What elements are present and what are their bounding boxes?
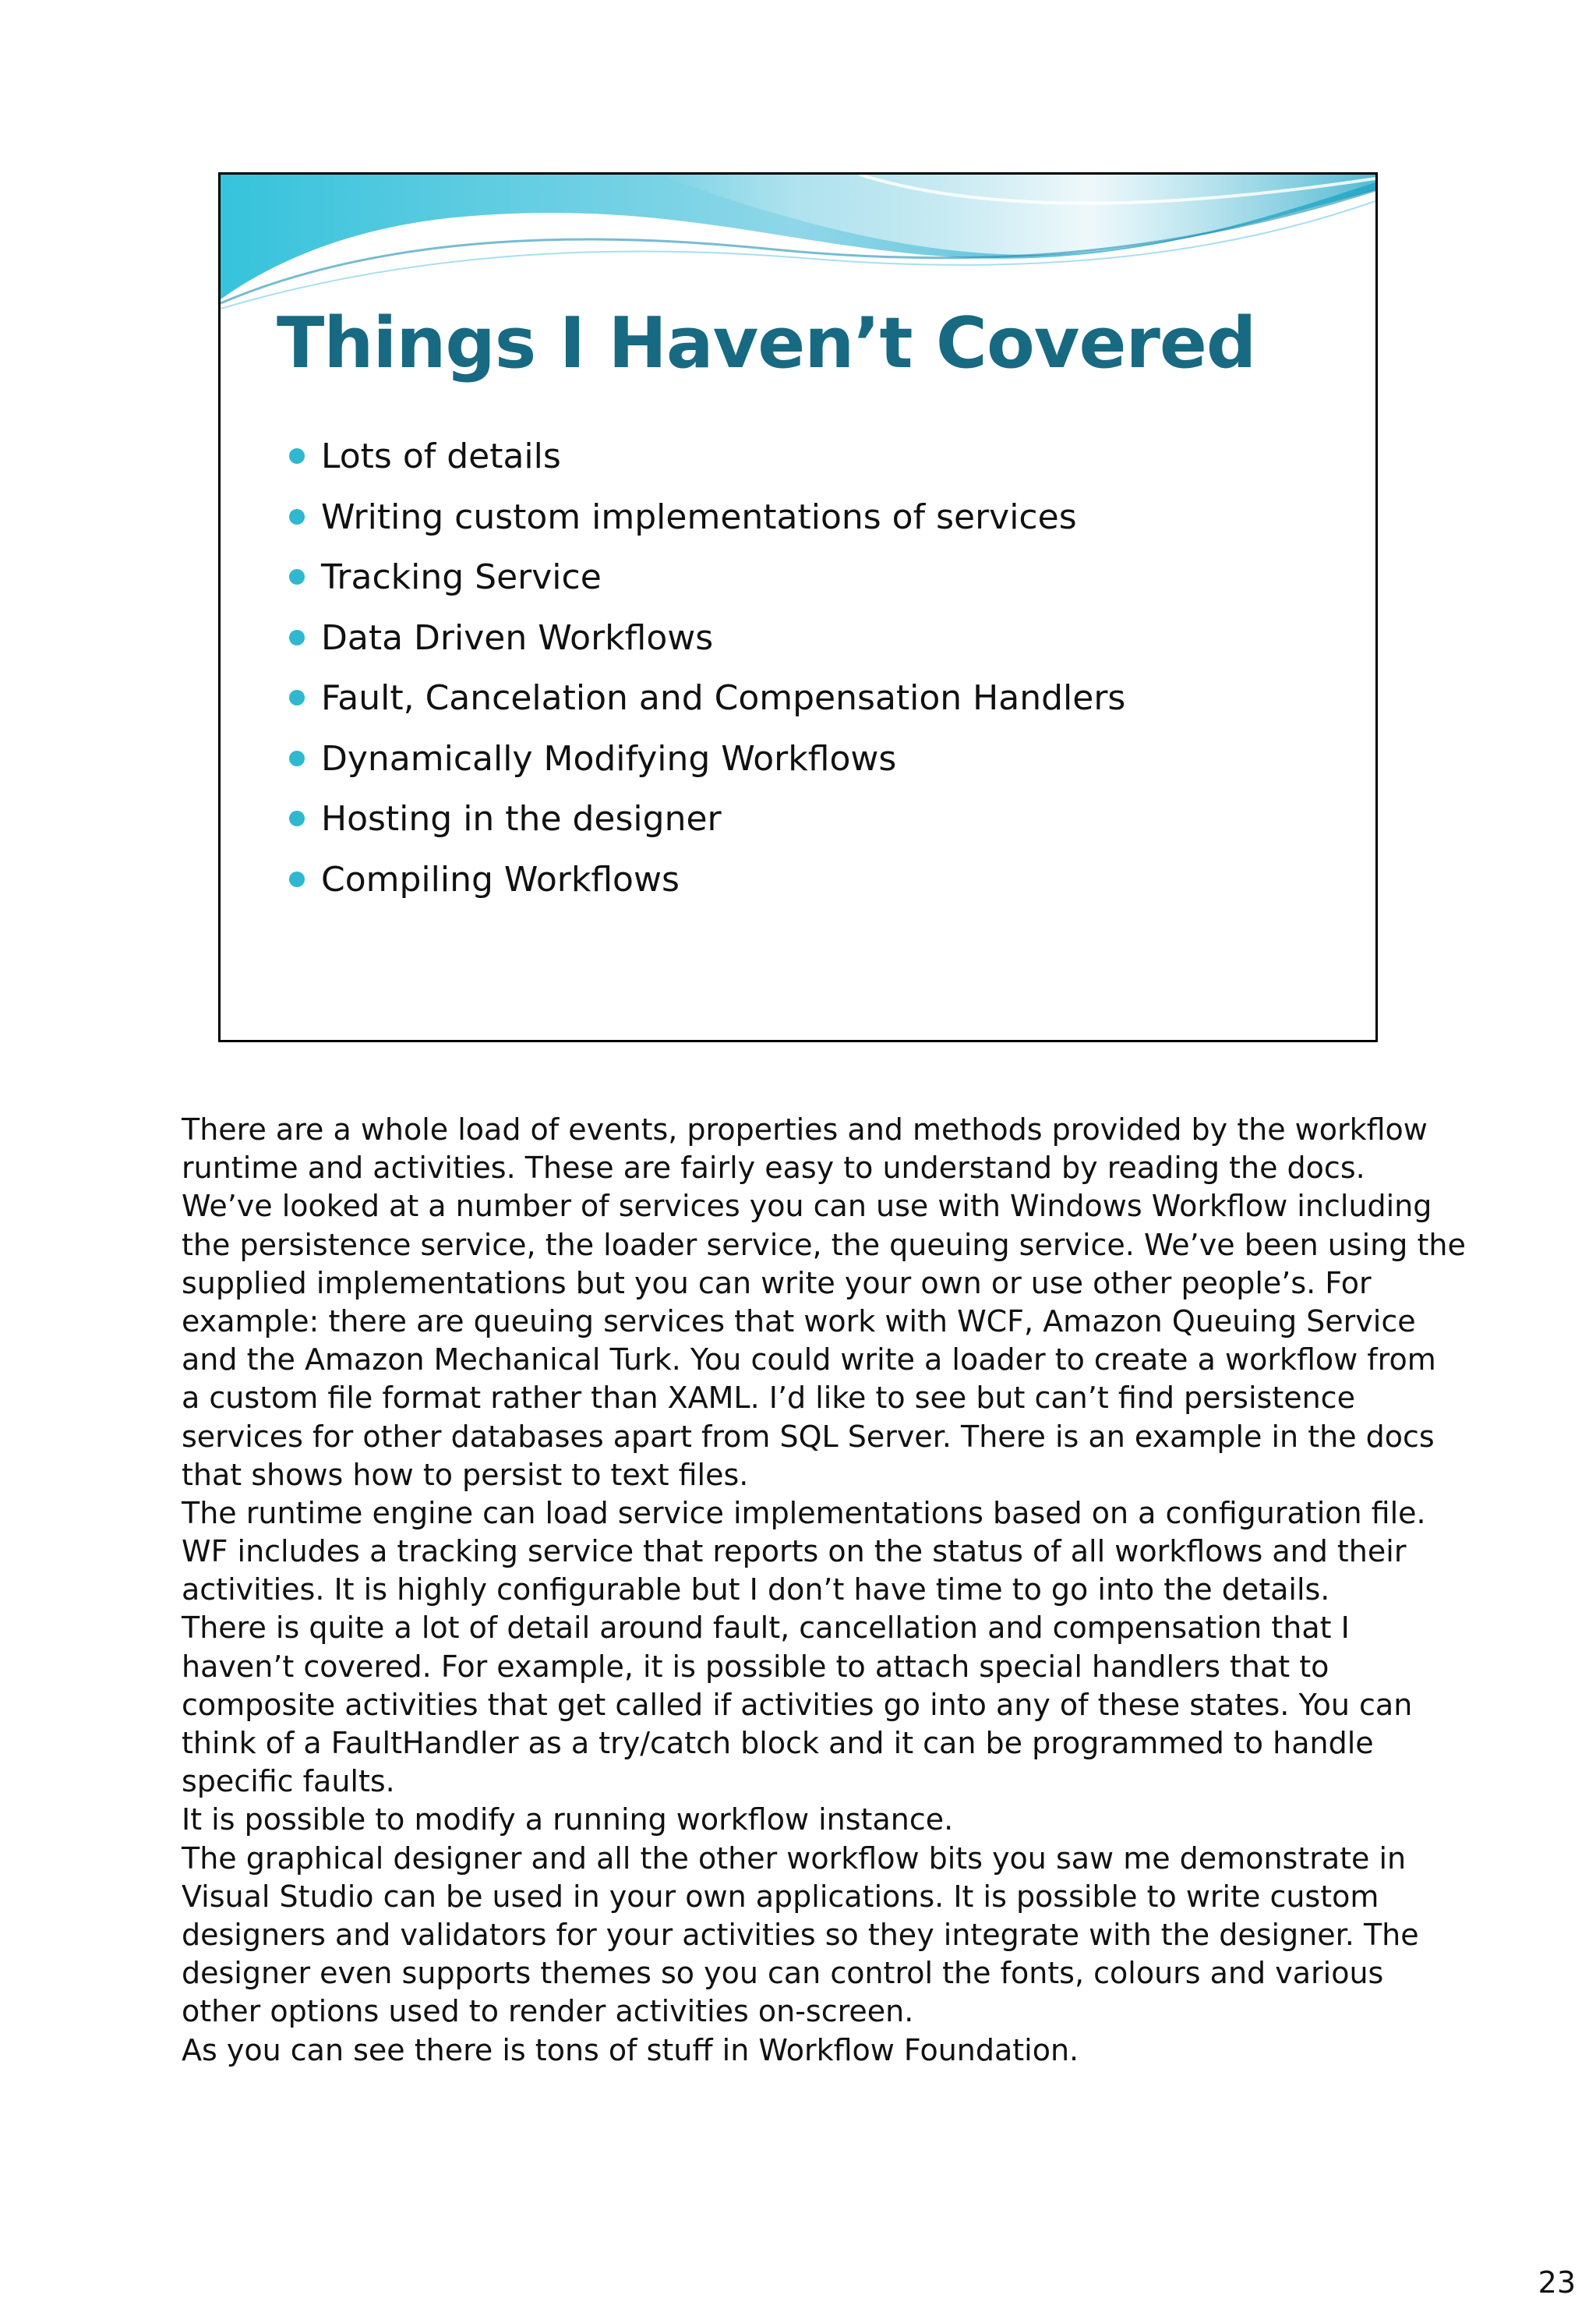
list-item — [289, 547, 1125, 608]
notes-line: The graphical designer and all the other workflow bits you saw me demonstrate in — [182, 1840, 1407, 1876]
notes-line: that shows how to persist to text files. — [182, 1457, 749, 1492]
bullet-dot-icon — [289, 509, 305, 525]
notes-line: As you can see there is tons of stuff in Workflow Foundation. — [182, 2032, 1079, 2067]
notes-line: example: there are queuing services that work with WCF, Amazon Queuing Service — [182, 1303, 1416, 1338]
bullet-text: Compiling Workflows — [321, 859, 680, 900]
bullet-dot-icon — [289, 569, 305, 585]
list-item — [289, 668, 1125, 729]
bullet-text: Hosting in the designer — [321, 799, 722, 839]
notes-line: designer even supports themes so you can control the fonts, colours and various — [182, 1956, 1384, 1991]
list-item — [289, 789, 1125, 850]
bullet-dot-icon — [289, 630, 305, 645]
list-item — [289, 487, 1125, 548]
bullet-dot-icon — [289, 448, 305, 464]
notes-line: activities. It is highly configurable but I don’t have time to go into the details. — [182, 1572, 1330, 1607]
bullet-text: Tracking Service — [321, 557, 602, 597]
list-item — [289, 729, 1125, 790]
bullet-dot-icon — [289, 690, 305, 705]
notes-line: think of a FaultHandler as a try/catch block and it can be programmed to handle — [182, 1726, 1374, 1760]
bullet-text: Lots of details — [321, 437, 561, 476]
bullet-dot-icon — [289, 872, 305, 887]
bullet-text: Writing custom implementations of services — [321, 497, 1077, 537]
page-number: 23 — [1538, 2265, 1576, 2300]
notes-line: haven’t covered. For example, it is possible to attach special handlers that to — [182, 1649, 1329, 1684]
list-item — [289, 426, 1125, 487]
bullet-text: Fault, Cancelation and Compensation Handlers — [321, 678, 1126, 718]
notes-line: The runtime engine can load service implementations based on a configuration file. — [182, 1495, 1426, 1530]
notes-line: the persistence service, the loader service, the queuing service. We’ve been using the — [182, 1227, 1466, 1262]
notes-line: designers and validators for your activities so they integrate with the designer. The — [182, 1917, 1419, 1952]
slide-thumbnail — [218, 172, 1378, 1042]
notes-line: other options used to render activities on-screen. — [182, 1994, 914, 2029]
notes-line: There are a whole load of events, properties and methods provided by the workflow — [182, 1112, 1428, 1147]
list-item — [289, 850, 1125, 910]
notes-line: runtime and activities. These are fairly easy to understand by reading the docs. — [182, 1151, 1365, 1186]
speaker-notes — [182, 1111, 1466, 2070]
bullet-list — [289, 426, 1125, 910]
notes-line: We’ve looked at a number of services you can use with Windows Workflow including — [182, 1189, 1432, 1224]
notes-line: There is quite a lot of detail around fault, cancellation and compensation that I — [182, 1611, 1350, 1646]
notes-line: WF includes a tracking service that reports on the status of all workflows and their — [182, 1534, 1407, 1569]
notes-line: supplied implementations but you can write your own or use other people’s. For — [182, 1265, 1372, 1300]
notes-line: services for other databases apart from SQL Server. There is an example in the docs — [182, 1419, 1435, 1454]
bullet-dot-icon — [289, 811, 305, 826]
notes-line: specific faults. — [182, 1764, 395, 1799]
notes-line: It is possible to modify a running workflow instance. — [182, 1802, 954, 1837]
slide-title: Things I Haven’t Covered — [277, 302, 1256, 384]
notes-line: Visual Studio can be used in your own applications. It is possible to write custom — [182, 1879, 1379, 1914]
list-item — [289, 608, 1125, 669]
notes-line: composite activities that get called if activities go into any of these states. You can — [182, 1687, 1413, 1722]
bullet-dot-icon — [289, 751, 305, 766]
bullet-text: Data Driven Workflows — [321, 617, 714, 658]
notes-line: and the Amazon Mechanical Turk. You could write a loader to create a workflow from — [182, 1342, 1436, 1377]
bullet-text: Dynamically Modifying Workflows — [321, 738, 897, 779]
notes-line: a custom file format rather than XAML. I’d like to see but can’t find persistence — [182, 1381, 1355, 1416]
